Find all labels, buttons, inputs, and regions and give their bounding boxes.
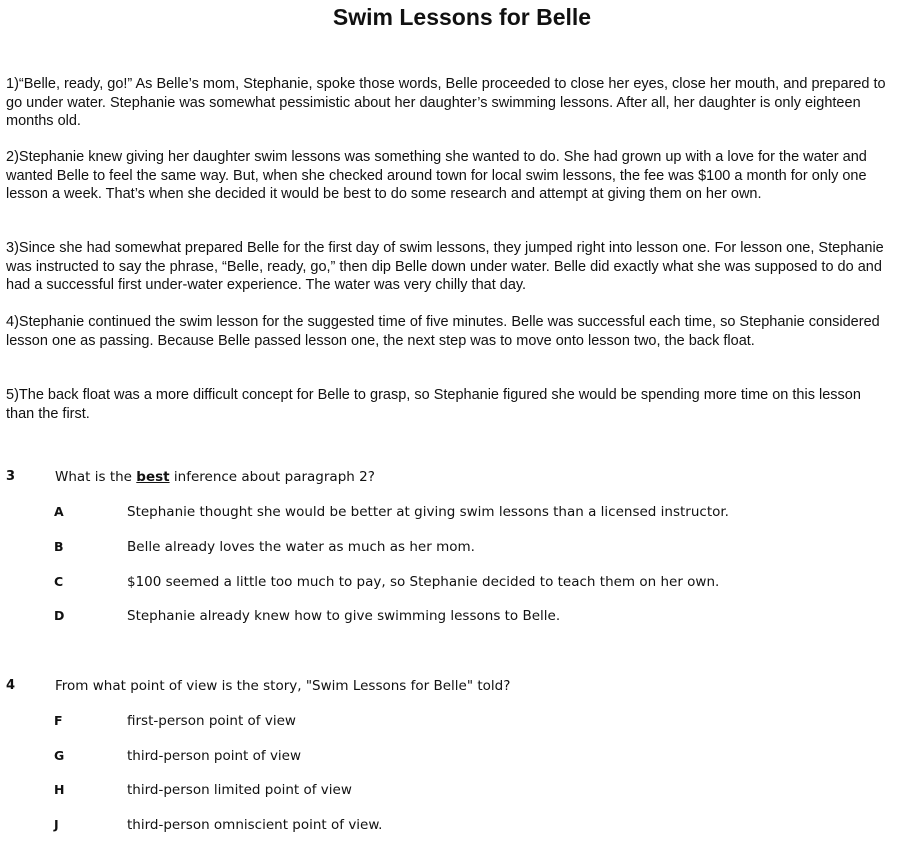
option-text: third-person omniscient point of view. — [127, 817, 383, 833]
question-number: 4 — [6, 678, 16, 693]
answer-option-d[interactable] — [0, 607, 900, 627]
passage-paragraph-3: 3)Since she had somewhat prepared Belle for the first day of swim lessons, they jumped right into lesson one. For lesson one, Stephanie was instructed to say the phrase, “Belle, ready, go,” then dip Belle down under water. Belle did exactly what she was supposed to do and had a successful first under-water experience. The water was very chilly that day. — [6, 240, 884, 293]
passage-paragraph-2: 2)Stephanie knew giving her daughter swim lessons was something she wanted to do. She had grown up with a love for the water and wanted Belle to feel the same way. But, when she checked around town for local swim lessons, the fee was $100 a month for only one lesson a week. That’s when she decided it would be best to do some research and attempt at giving them on her own. — [6, 149, 867, 202]
question-stem: What is the best inference about paragraph 2? — [55, 469, 375, 485]
emphasis-word: best — [136, 469, 170, 485]
passage-paragraph-4: 4)Stephanie continued the swim lesson for the suggested time of five minutes. Belle was successful each time, so Stephanie considered lesson one as passing. Because Belle passed lesson one, the next step was to move onto lesson two, the back float. — [6, 314, 880, 349]
option-letter: D — [54, 608, 65, 623]
option-text: Belle already loves the water as much as her mom. — [127, 539, 475, 555]
option-letter: C — [54, 574, 64, 589]
passage-paragraph-1: 1)“Belle, ready, go!” As Belle’s mom, Stephanie, spoke those words, Belle proceeded to close her eyes, close her mouth, and prepared to go under water. Stephanie was somewhat pessimistic about her daughter’s swimming lessons. After all, her daughter is only eighteen months old. — [6, 76, 886, 129]
option-text: Stephanie thought she would be better at giving swim lessons than a licensed instructor. — [127, 504, 729, 520]
option-letter: F — [54, 713, 63, 728]
question-number: 3 — [6, 469, 16, 484]
answer-option-b[interactable] — [0, 538, 900, 558]
option-text: first-person point of view — [127, 713, 296, 729]
answer-option-c[interactable] — [0, 573, 900, 593]
option-text: Stephanie already knew how to give swimming lessons to Belle. — [127, 608, 561, 624]
answer-option-f[interactable] — [0, 712, 900, 732]
answer-option-j[interactable] — [0, 816, 900, 836]
option-text: third-person point of view — [127, 748, 302, 764]
option-letter: B — [54, 539, 64, 554]
answer-option-h[interactable] — [0, 781, 900, 801]
answer-option-g[interactable] — [0, 747, 900, 767]
option-text: $100 seemed a little too much to pay, so Stephanie decided to teach them on her own. — [127, 574, 720, 590]
passage-paragraph-5: 5)The back float was a more difficult concept for Belle to grasp, so Stephanie figured she would be spending more time on this lesson than the first. — [6, 387, 861, 422]
option-text: third-person limited point of view — [127, 782, 352, 798]
answer-option-a[interactable] — [0, 503, 900, 523]
page-title: Swim Lessons for Belle — [332, 4, 592, 30]
option-letter: H — [54, 782, 65, 797]
option-letter: J — [54, 817, 59, 832]
option-letter: A — [54, 504, 64, 519]
question-stem: From what point of view is the story, "Swim Lessons for Belle" told? — [55, 678, 511, 694]
option-letter: G — [54, 748, 65, 763]
